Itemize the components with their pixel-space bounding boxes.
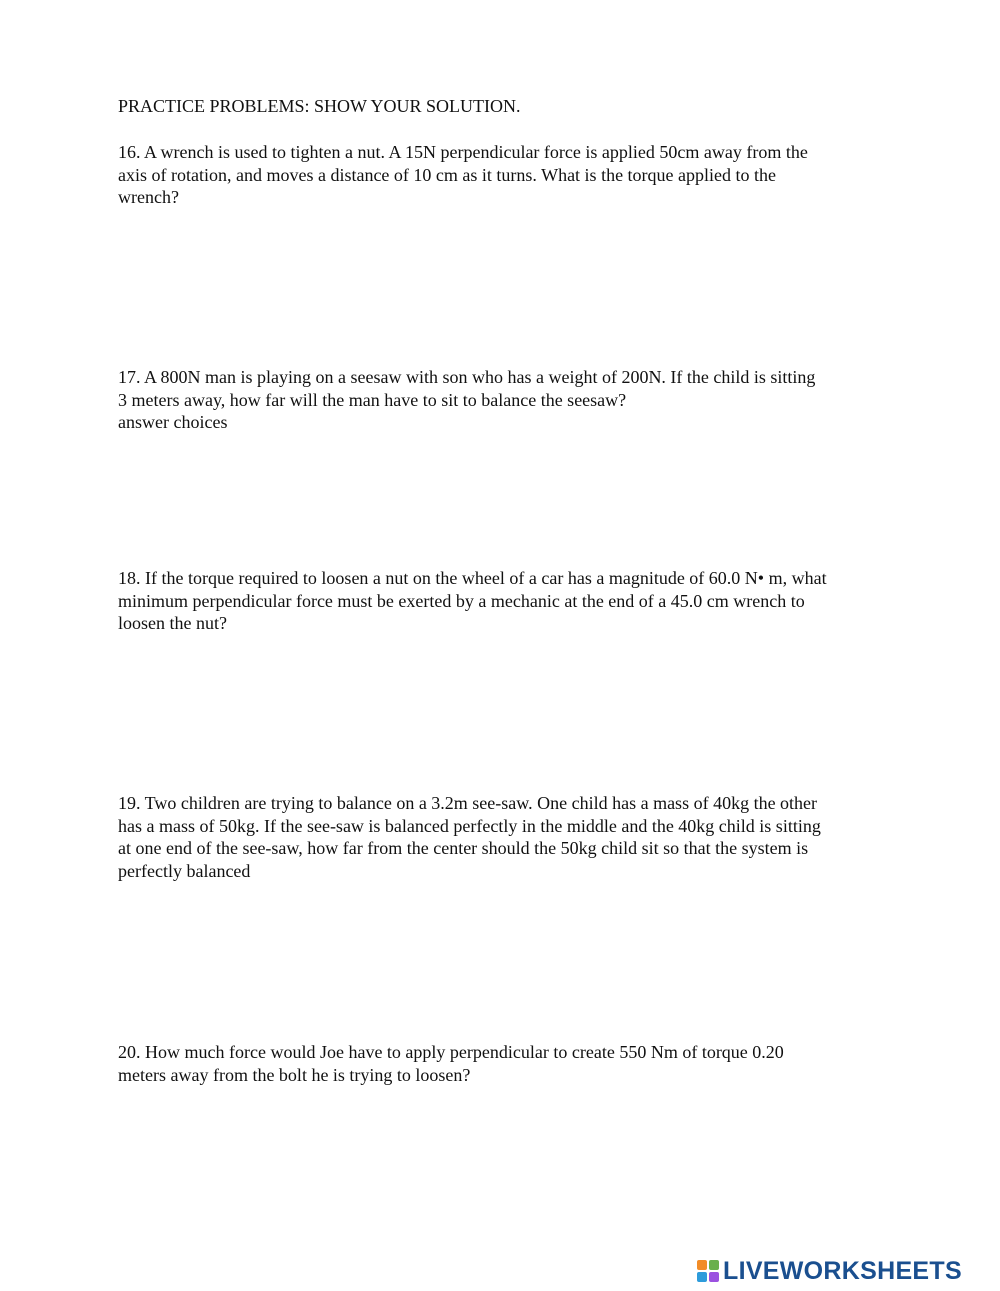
problem-line: wrench? bbox=[118, 187, 179, 207]
problem-line: 3 meters away, how far will the man have to sit to balance the seesaw? bbox=[118, 389, 627, 410]
problem-16 bbox=[118, 141, 888, 209]
logo-block bbox=[709, 1260, 719, 1270]
logo-block bbox=[697, 1260, 707, 1270]
problem-line: perfectly balanced bbox=[118, 860, 251, 881]
problem-19 bbox=[118, 792, 888, 882]
problem-line: loosen the nut? bbox=[118, 613, 227, 633]
problem-line: minimum perpendicular force must be exerted by a mechanic at the end of a 45.0 cm wrench to bbox=[118, 590, 805, 611]
problem-20 bbox=[118, 1041, 888, 1086]
problem-17 bbox=[118, 366, 888, 434]
problem-line: 20. How much force would Joe have to apply perpendicular to create 550 Nm of torque 0.20 bbox=[118, 1042, 784, 1062]
problem-line: has a mass of 50kg. If the see-saw is balanced perfectly in the middle and the 40kg child is sitting bbox=[118, 815, 821, 836]
page-heading: PRACTICE PROBLEMS: SHOW YOUR SOLUTION. bbox=[118, 96, 521, 116]
logo-block bbox=[709, 1272, 719, 1282]
problem-line: axis of rotation, and moves a distance of 10 cm as it turns. What is the torque applied to the bbox=[118, 164, 777, 185]
problem-line: meters away from the bolt he is trying to loosen? bbox=[118, 1064, 471, 1085]
liveworksheets-logo bbox=[697, 1257, 962, 1285]
logo-blocks-icon bbox=[697, 1260, 719, 1282]
problem-line: answer choices bbox=[118, 412, 228, 432]
problem-line: at one end of the see-saw, how far from the center should the 50kg child sit so that the system is bbox=[118, 838, 809, 858]
problem-line: 19. Two children are trying to balance on a 3.2m see-saw. One child has a mass of 40kg the other bbox=[118, 793, 818, 813]
logo-text: LIVEWORKSHEETS bbox=[723, 1257, 962, 1285]
logo-block bbox=[697, 1272, 707, 1282]
problem-18 bbox=[118, 567, 888, 635]
problem-line: 16. A wrench is used to tighten a nut. A 15N perpendicular force is applied 50cm away from the bbox=[118, 142, 808, 162]
problem-line: 17. A 800N man is playing on a seesaw with son who has a weight of 200N. If the child is sitting bbox=[118, 367, 816, 387]
problem-line: 18. If the torque required to loosen a nut on the wheel of a car has a magnitude of 60.0 N• m, what bbox=[118, 568, 827, 588]
